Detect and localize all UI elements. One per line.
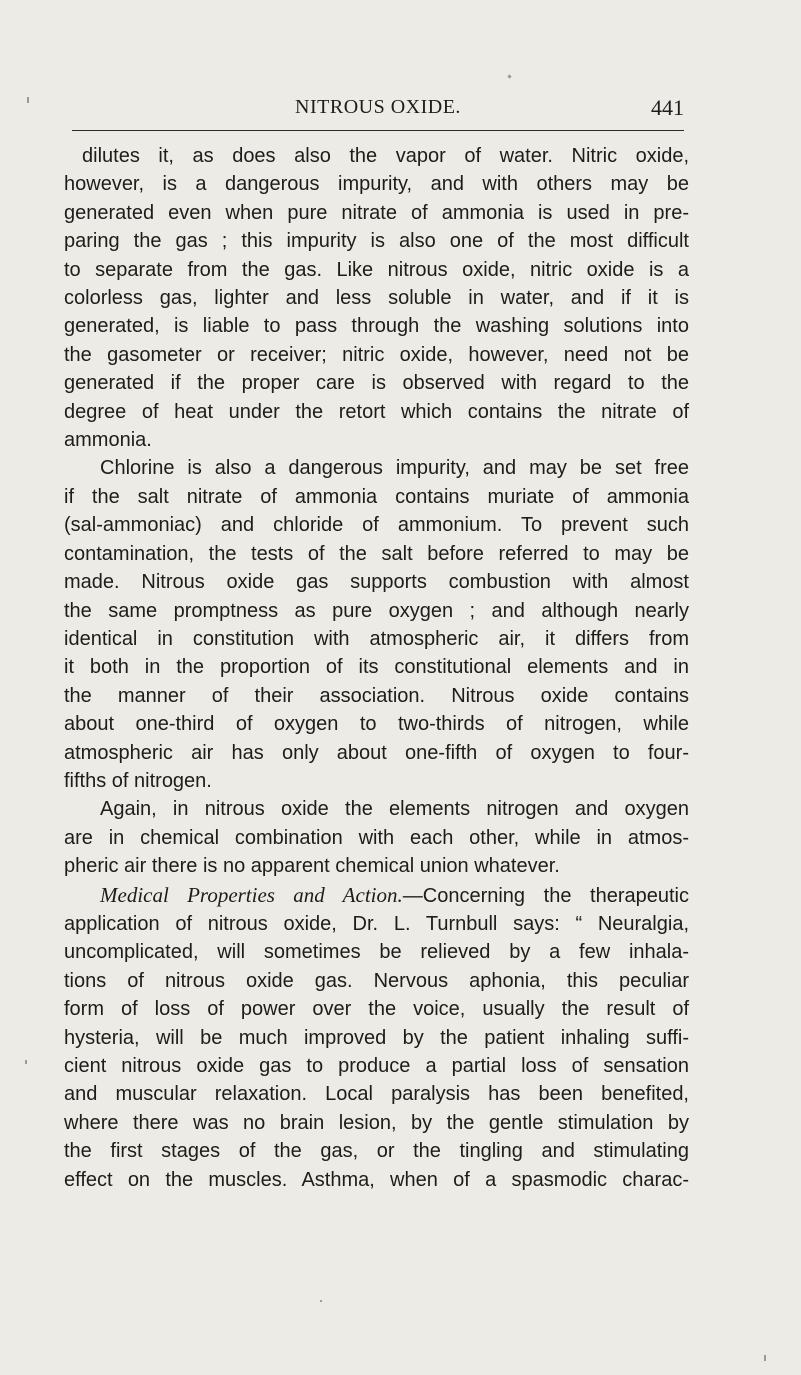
- text-line: generated if the proper care is observed with regard to the: [64, 372, 689, 395]
- text-line: generated, is liable to pass through the washing solutions into: [64, 315, 689, 338]
- text-line: generated even when pure nitrate of ammonia is used in pre-: [64, 201, 689, 224]
- text-line: hysteria, will be much improved by the patient inhaling suffi-: [64, 1026, 689, 1049]
- text-line: form of loss of power over the voice, usually the result of: [64, 998, 689, 1021]
- text-line: uncomplicated, will sometimes be relieved by a few inhala-: [64, 941, 689, 964]
- text-line: contamination, the tests of the salt before referred to may be: [64, 542, 689, 565]
- text-line: if the salt nitrate of ammonia contains muriate of ammonia: [64, 485, 689, 508]
- text-line: application of nitrous oxide, Dr. L. Turnbull says: “ Neuralgia,: [64, 912, 689, 935]
- text-line: to separate from the gas. Like nitrous oxide, nitric oxide is a: [64, 258, 689, 281]
- header-rule: [72, 130, 684, 131]
- text-line: paring the gas ; this impurity is also one of the most difficult: [64, 230, 689, 253]
- text-line: the same promptness as pure oxygen ; and although nearly: [64, 599, 689, 622]
- text-line: colorless gas, lighter and less soluble in water, and if it is: [64, 287, 689, 310]
- text-line: cient nitrous oxide gas to produce a partial loss of sensation: [64, 1055, 689, 1077]
- text-line: made. Nitrous oxide gas supports combustion with almost: [64, 571, 689, 594]
- page-number: 441: [651, 95, 684, 120]
- paragraph-nitric-oxide: [64, 142, 689, 454]
- text-line: the first stages of the gas, or the tingling and stimulating: [64, 1140, 689, 1163]
- text-line: (sal-ammoniac) and chloride of ammonium. To prevent such: [64, 514, 689, 537]
- paragraph-again: [64, 795, 689, 880]
- text-line: and muscular relaxation. Local paralysis has been benefited,: [64, 1083, 689, 1106]
- text-line: about one-third of oxygen to two-thirds of nitrogen, while: [64, 713, 689, 736]
- text-line: Chlorine is also a dangerous impurity, and may be set free: [100, 457, 689, 480]
- running-title: NITROUS OXIDE.: [295, 96, 461, 118]
- text-line: it both in the proportion of its constitutional elements and in: [64, 656, 689, 679]
- page-speck: [507, 74, 511, 78]
- text-line: effect on the muscles. Asthma, when of a spasmodic charac-: [64, 1168, 689, 1191]
- text-line: ammonia.: [64, 429, 152, 452]
- text-line: pheric air there is no apparent chemical union whatever.: [64, 855, 560, 878]
- page-speck: [764, 1355, 766, 1361]
- page-speck: [320, 1300, 322, 1302]
- text-line: atmospheric air has only about one-fifth of oxygen to four-: [64, 741, 689, 764]
- body-text: [64, 142, 689, 1194]
- text-line: degree of heat under the retort which contains the nitrate of: [64, 400, 689, 423]
- text-line: dilutes it, as does also the vapor of water. Nitric oxide,: [82, 145, 689, 167]
- paragraph-chlorine: [64, 454, 689, 795]
- text-line: where there was no brain lesion, by the gentle stimulation by: [64, 1111, 689, 1134]
- text-line: [64, 881, 689, 910]
- text-line: identical in constitution with atmospheric air, it differs from: [64, 627, 689, 650]
- text-line: tions of nitrous oxide gas. Nervous aphonia, this peculiar: [64, 969, 689, 992]
- text-line: however, is a dangerous impurity, and with others may be: [64, 173, 689, 196]
- text-line-continuation: —Concerning the therapeutic: [402, 884, 689, 907]
- text-line: the gasometer or receiver; nitric oxide, however, need not be: [64, 343, 689, 366]
- text-line: the manner of their association. Nitrous oxide contains: [64, 684, 689, 707]
- paragraph-medical-properties: [64, 881, 689, 1194]
- text-line: are in chemical combination with each other, while in atmos-: [64, 826, 689, 849]
- text-line: Again, in nitrous oxide the elements nitrogen and oxygen: [100, 798, 689, 821]
- running-head: [72, 96, 684, 126]
- section-heading: Medical Properties and Action.: [100, 882, 403, 907]
- page-speck: [27, 97, 29, 103]
- page-speck: [25, 1060, 27, 1064]
- text-line: fifths of nitrogen.: [64, 769, 212, 792]
